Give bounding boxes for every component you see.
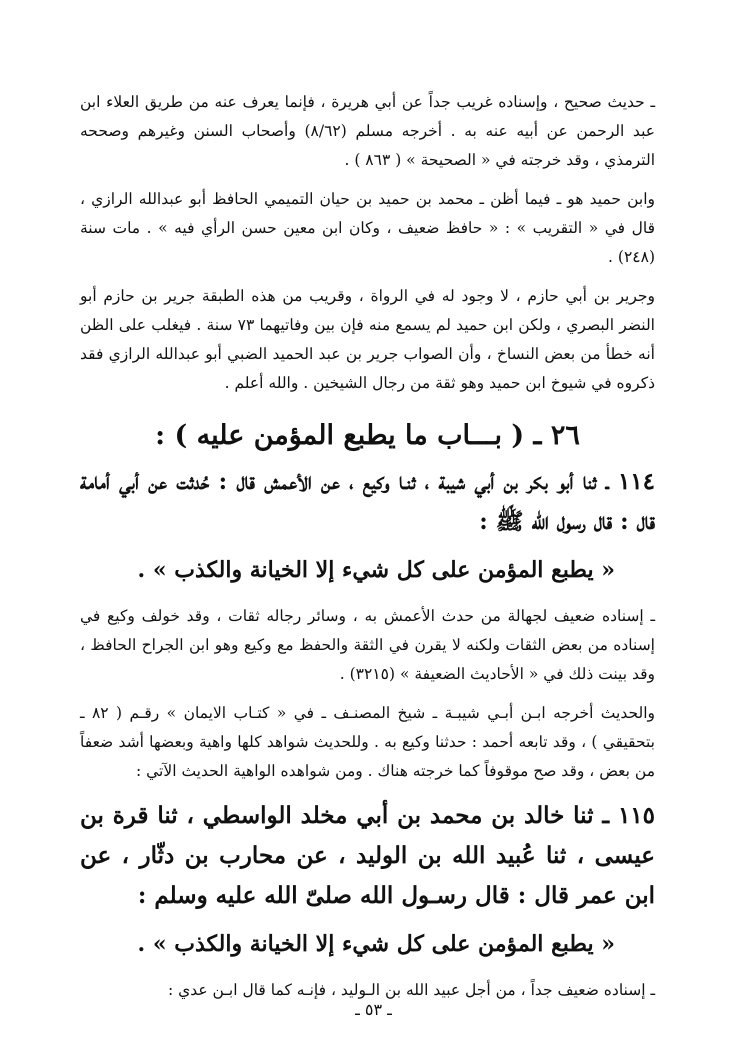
chapter-heading: ٢٦ ـ ( بـــاب ما يطبع المؤمن عليه ) : bbox=[155, 420, 580, 451]
hadith-115-matn: « يطبع المؤمن على كل شيء إلا الخيانة والكذب » . bbox=[137, 931, 615, 957]
commentary-paragraph-6: ـ إسناده ضعيف جداً ، من أجل عبيد الله بن الـوليد ، فإنـه كما قال ابـن عدي : bbox=[167, 981, 655, 999]
commentary-paragraph-4: ـ إسناده ضعيف لجهالة من حدث الأعمش به ، وسائر رجاله ثقات ، وقد خولف وكيع في إسناده من بعض الثقات ولكنه لا يقرن في الثقة والحفظ مع وكيع وهو ابن الجراح الحافظ ، وقد بينت ذلك في « الأحاديث الضعيفة » (٣٢١٥) . bbox=[80, 607, 655, 683]
commentary-paragraph-5: والحديث أخرجه ابـن أبـي شيبـة ـ شيخ المصنـف ـ في « كتـاب الايمان » رقـم ( ٨٢ ـ بتحقيقي ) ، وقد تابعه أحمد : حدثنا وكيع به . وللحديث شواهد كلها واهية وبعضها أشد ضعفاً من بعض ، وقد صح موقوفاً كما خرجته هناك . ومن شواهده الواهية الحديث الآتي : bbox=[80, 704, 655, 780]
hadith-114-matn: « يطبع المؤمن على كل شيء إلا الخيانة والكذب » . bbox=[137, 557, 615, 583]
commentary-paragraph-3: وجرير بن أبي حازم ، لا وجود له في الرواة ، وقريب من هذه الطبقة جرير بن حازم أبو النضر البصري ، ولكن ابن حميد لم يسمع منه فإن بين وفاتيهما ٧٣ سنة . فيغلب على الظن أنه خطأ من بعض النساخ ، وأن الصواب جرير بن عبد الحميد الضبي أبو عبدالله الرازي فقد ذكروه في شيوخ ابن حميد وهو ثقة من رجال الشيخين . والله أعلم . bbox=[80, 287, 655, 392]
hadith-114-isnad: ١١٤ ـ ثنا أبو بكر بن أبي شيبة ، ثنـا وكيع ، عن الأعمش قال : حُدثت عن أبي أمامة قال : قال رسول الله ﷺ : bbox=[80, 468, 655, 535]
hadith-115-isnad: ١١٥ ـ ثنا خالد بن محمد بن أبي مخلد الواسطي ، ثنا قرة بن عيسى ، ثنا عُبيد الله بن الوليد ، عن محارب بن دثّار ، عن ابن عمر قال : قال رسـول الله صلىّ الله عليه وسلم : bbox=[80, 802, 655, 909]
commentary-paragraph-2: وابن حميد هو ـ فيما أظن ـ محمد بن حميد بن حيان التميمي الحافظ أبو عبدالله الرازي ، قال في « التقريب » : « حافظ ضعيف ، وكان ابن معين حسن الرأي فيه » . مات سنة (٢٤٨) . bbox=[80, 190, 655, 266]
commentary-paragraph-1: ـ حديث صحيح ، وإسناده غريب جداً عن أبي هريرة ، فإنما يعرف عنه من طريق العلاء ابن عبد الرحمن عن أبيه عنه به . أخرجه مسلم (٨/٦٢) وأصحاب السنن وغيرهم وصححه الترمذي ، وقد خرجته في « الصحيحة » ( ٨٦٣ ) . bbox=[80, 93, 655, 169]
page-number: ـ ٥٣ ـ bbox=[355, 1000, 392, 1019]
page-body bbox=[80, 88, 655, 1015]
